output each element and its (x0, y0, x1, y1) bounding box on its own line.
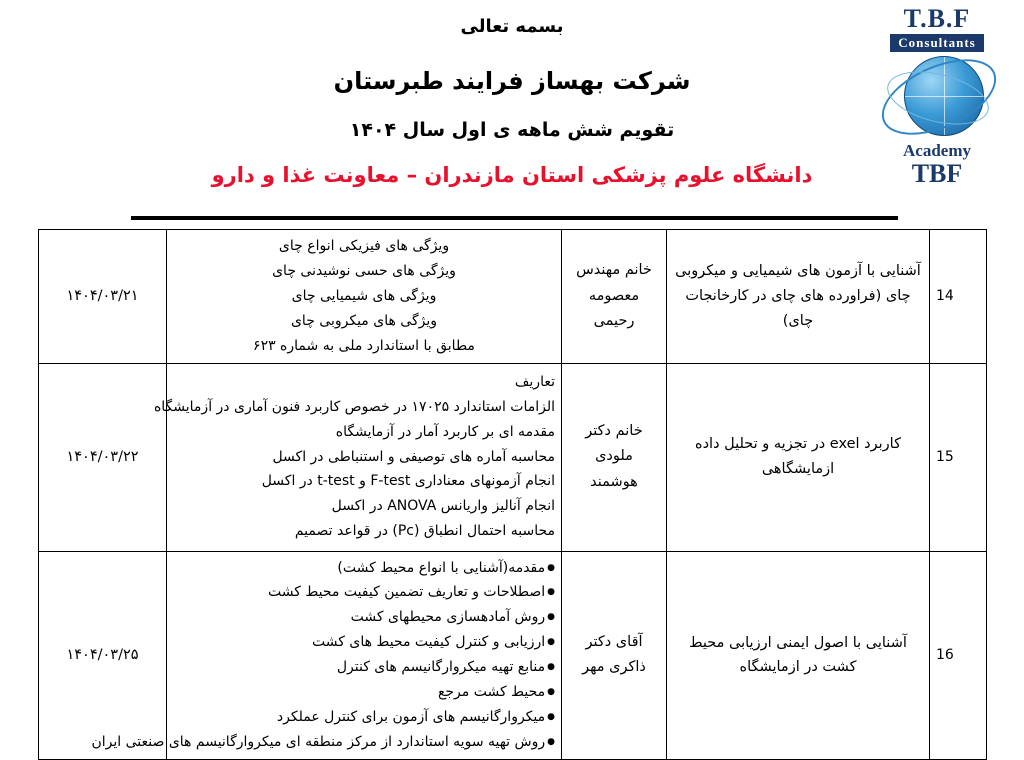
course-title: آشنایی با آزمون های شیمیایی و میکروبی چای (فراورده های چای در کارخانجات چای) (667, 230, 930, 364)
schedule-table-wrapper (38, 229, 987, 760)
row-number: 16 (930, 551, 987, 759)
course-date: ۱۴۰۴/۰۳/۲۲ (39, 363, 167, 551)
company-title: شرکت بهساز فرایند طبرستان (333, 67, 691, 96)
table-row (39, 363, 987, 551)
course-date: ۱۴۰۴/۰۳/۲۱ (39, 230, 167, 364)
course-date: ۱۴۰۴/۰۳/۲۵ (39, 551, 167, 759)
instructor-name: آقای دکتر ذاکری مهر (562, 551, 667, 759)
course-content: ● مقدمه(آشنایی با انواع محیط کشت) ● اصطلاحات و تعاریف تضمین کیفیت محیط کشت ● روش آمادهسازی محیطهای کشت ● ارزیابی و کنترل کیفیت محیط های کشت ● منابع تهیه میکروارگانیسم های کنترل ● محیط کشت مرجع ● میکروارگانیسم های آزمون برای کنترل عملکرد ● روش تهیه سویه استاندارد از مرکز منطقه ای میکروارگانیسم های صنعتی ایران (167, 551, 562, 759)
table-row (39, 551, 987, 759)
course-content: ویژگی های فیزیکی انواع چای ویژگی های حسی نوشیدنی چای ویژگی های شیمیایی چای ویژگی های میکروبی چای مطابق با استاندارد ملی به شماره ۶۲۳ (167, 230, 562, 364)
logo-tbf-top: T.B.F (903, 4, 971, 33)
course-title: آشنایی با اصول ایمنی ارزیابی محیط کشت در ازمایشگاه (667, 551, 930, 759)
logo-consultants: Consultants (890, 34, 983, 52)
course-title: کاربرد exel در تجزیه و تحلیل داده ازمایشگاهی (667, 363, 930, 551)
row-number: 14 (930, 230, 987, 364)
university-title: دانشگاه علوم پزشکی استان مازندران – معاونت غذا و دارو (211, 163, 813, 188)
logo-tbf-bottom: TBF (911, 158, 963, 188)
instructor-name: خانم مهندس معصومه رحیمی (562, 230, 667, 364)
header-divider (131, 216, 898, 220)
table-row (39, 230, 987, 364)
schedule-table-body (39, 230, 987, 760)
bismillah-line: بسمه تعالی (460, 16, 564, 37)
calendar-subtitle: تقویم شش ماهه ی اول سال ۱۴۰۴ (349, 118, 675, 141)
row-number: 15 (930, 363, 987, 551)
document-header (0, 0, 1024, 191)
instructor-name: خانم دکتر ملودی هوشمند (562, 363, 667, 551)
schedule-table (38, 229, 987, 760)
course-content: تعاریف الزامات استاندارد ۱۷۰۲۵ در خصوص کاربرد فنون آماری در آزمایشگاه مقدمه ای بر کاربرد آمار در آزمایشگاه محاسبه آماره های توصیفی و استنباطی در اکسل انجام آزمونهای معناداری F-test و t-test در اکسل انجام آنالیز واریانس ANOVA در اکسل محاسبه احتمال انطباق (Pc) در قواعد تصمیم (167, 363, 562, 551)
logo-academy: Academy (903, 141, 971, 160)
